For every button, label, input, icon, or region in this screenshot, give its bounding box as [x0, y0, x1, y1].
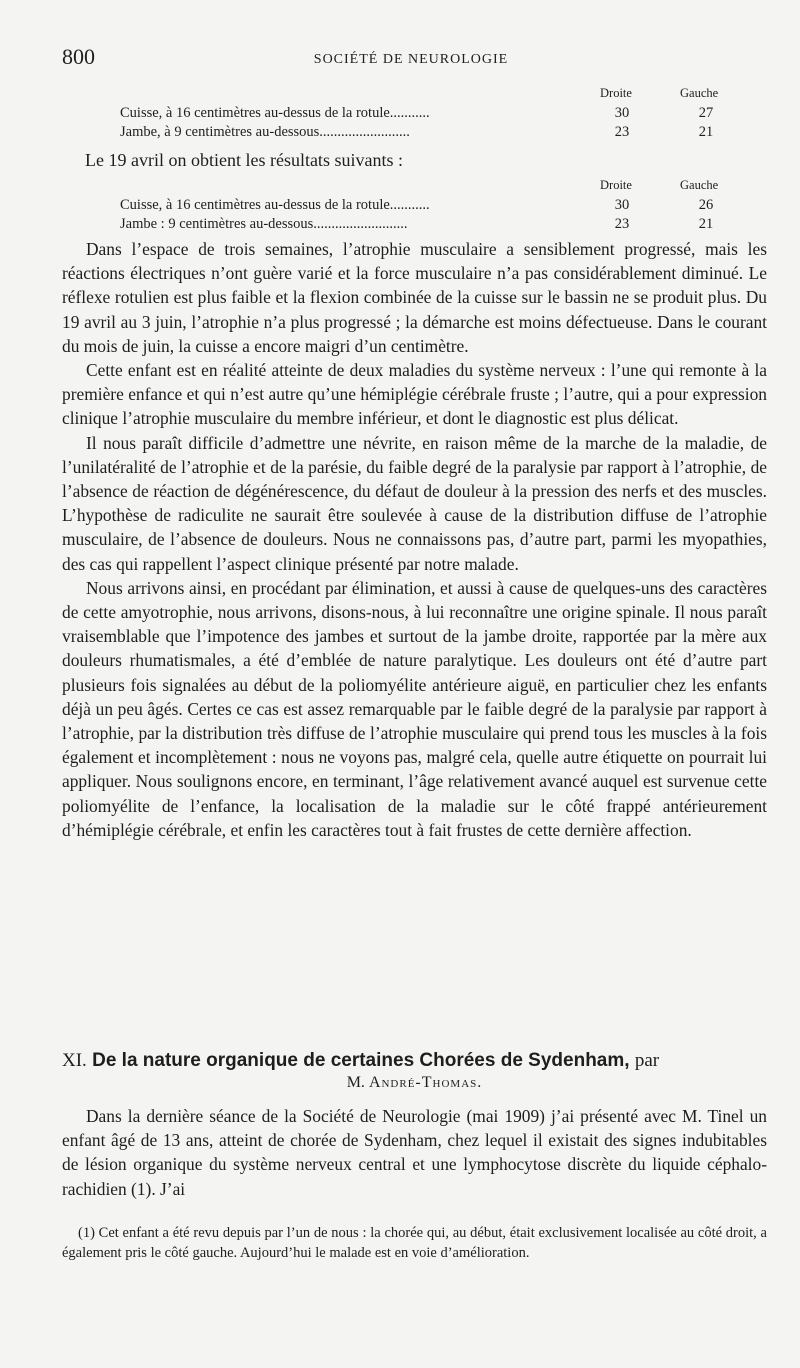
footnote-text: (1) Cet enfant a été revu depuis par l’un de nous : la chorée qui, au début, était exclusivement localisée au côté droit, a également pris le côté gauche. Aujourd’hui le malade est en voie d’amélioration. — [62, 1225, 767, 1261]
row-label: Cuisse, à 16 centimètres au-dessus de la rotule........... — [120, 197, 430, 213]
column-header-left: Gauche — [680, 178, 719, 192]
value-right: 30 — [614, 105, 630, 121]
value-left: 27 — [698, 105, 714, 121]
paragraph: Dans l’espace de trois semaines, l’atrophie musculaire a sensiblement progressé, mais les réactions électriques n’ont guère varié et la force musculaire n’a pas considérablement diminué. Le réflexe rotulien est plus faible et la flexion combinée de la cuisse sur le bassin ne se produit plus. Du 19 avril au 3 juin, l’atrophie n’a plus progressé ; la démarche est moins défectueuse. Dans le courant du mois de juin, la cuisse a encore maigri d’un centimètre. — [62, 239, 767, 356]
value-left: 26 — [698, 197, 714, 213]
footnote — [62, 1224, 767, 1263]
column-header-right: Droite — [600, 86, 632, 100]
column-header-right: Droite — [600, 178, 632, 192]
section-par: par — [634, 1050, 660, 1071]
row-label: Cuisse, à 16 centimètres au-dessus de la rotule........... — [120, 105, 430, 121]
table-row — [120, 104, 740, 123]
paragraph: Il nous paraît difficile d’admettre une névrite, en raison même de la marche de la maladie, de l’unilatéralité de l’atrophie et de la parésie, du faible degré de la paralysie par rapport à l’atrophie, de l’absence de réaction de dégénérescence, du défaut de douleur à la pression des nerfs et des muscles. L’hypothèse de radiculite ne saurait être soulevée à cause de la distribution diffuse de l’atrophie musculaire, de l’absence de douleurs. Nous ne connaissons pas, d’autre part, parmi les myopathies, des cas qui rappellent l’aspect clinique présenté par notre malade. — [62, 432, 767, 574]
paragraph: Cette enfant est en réalité atteinte de deux maladies du système nerveux : l’une qui remonte à la première enfance et qui n’est autre qu’une hémiplégie cérébrale fruste ; l’autre, qui a pour expression clinique l’atrophie musculaire du membre inférieur, et dont le diagnostic est plus délicat. — [62, 360, 767, 429]
measurement-table-2 — [120, 178, 740, 234]
section-title — [62, 1050, 767, 1072]
section-title-text: De la nature organique de certaines Chorées de Sydenham, — [92, 1050, 630, 1071]
intro-line: Le 19 avril on obtient les résultats suivants : — [85, 150, 403, 170]
running-head: SOCIÉTÉ DE NEUROLOGIE — [313, 52, 509, 67]
paragraph: Nous arrivons ainsi, en procédant par élimination, et aussi à cause de quelques-uns des caractères de cette amyotrophie, nous arrivons, disons-nous, à lui reconnaître une origine spinale. Il nous paraît vraisemblable que l’impotence des jambes et surtout de la jambe droite, rapportée par la mère aux douleurs rhumatismales, a été d’emblée de nature paralytique. Les douleurs ont été d’autre part plusieurs fois signalées au début de la poliomyélite antérieure aiguë, en particulier chez les enfants déjà un peu âgés. Certes ce cas est assez remarquable par le faible degré de la paralysie par rapport à l’atrophie, par la distribution très diffuse de l’atrophie musculaire qui prend tous les muscles à la fois également et incomplètement : nous ne voyons pas, malgré cela, quelle autre étiquette on pourrait lui appliquer. Nous soulignons encore, en terminant, l’âge relativement avancé auquel est survenue cette poliomyélite de l’enfance, la localisation de la maladie sur le côté frappé antérieurement d’hémiplégie cérébrale, et enfin les caractères tout à fait frustes de cette dernière affection. — [62, 577, 767, 840]
value-right: 30 — [614, 197, 630, 213]
value-right: 23 — [614, 124, 630, 140]
section-heading — [62, 1050, 767, 1092]
row-label: Jambe, à 9 centimètres au-dessous......................... — [120, 124, 410, 140]
section-author — [62, 1074, 767, 1092]
page-number: 800 — [62, 44, 95, 69]
value-left: 21 — [698, 216, 714, 232]
table-row — [120, 123, 740, 142]
table-header — [120, 86, 740, 104]
main-text — [62, 237, 767, 842]
section-number: XI. — [62, 1050, 87, 1071]
table-header — [120, 178, 740, 196]
value-left: 21 — [698, 124, 714, 140]
row-label: Jambe : 9 centimètres au-dessous.......................... — [120, 216, 408, 232]
table-row — [120, 215, 740, 234]
column-header-left: Gauche — [680, 86, 719, 100]
author-name: André-Thomas. — [368, 1074, 483, 1091]
paragraph: Dans la dernière séance de la Société de Neurologie (mai 1909) j’ai présenté avec M. Tinel un enfant âgé de 13 ans, atteint de chorée de Sydenham, chez lequel il existait des signes indubitables de lésion organique du système nerveux central et une lymphocytose discrète du liquide céphalo-rachidien (1). J’ai — [62, 1106, 767, 1199]
author-prefix: M. — [346, 1074, 365, 1091]
section-text — [62, 1104, 767, 1201]
page-header — [62, 44, 760, 74]
measurement-table-1 — [120, 86, 740, 142]
value-right: 23 — [614, 216, 630, 232]
table-row — [120, 196, 740, 215]
